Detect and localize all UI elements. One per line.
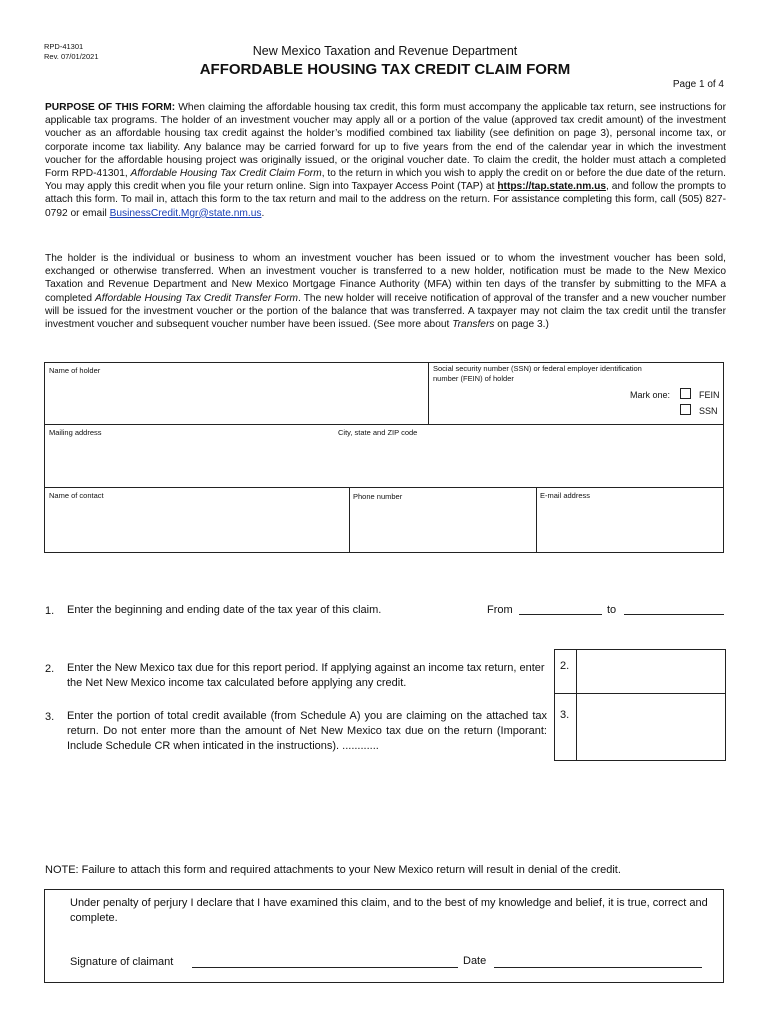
purpose-text-4: . bbox=[261, 207, 265, 219]
line-3-text: Enter the portion of total credit available (from Schedule A) you are claiming on the attached tax return. Do not enter more than the amount of Net New Mexico tax due on the return (Imporant: Include Schedule CR when inticated in the instructions). ............ bbox=[67, 710, 547, 752]
line-1-text: Enter the beginning and ending date of the tax year of this claim. bbox=[67, 604, 382, 616]
to-label: to bbox=[607, 604, 617, 616]
ssn-label: SSN bbox=[699, 406, 718, 416]
line-1-number: 1. bbox=[45, 605, 55, 617]
signature-input[interactable] bbox=[192, 967, 458, 968]
from-label: From bbox=[487, 604, 513, 616]
purpose-text-2: , to the return in which you wish to apply the credit on or before the due date of the return. You may apply this credit when you file your return online. Sign into Taxpayer Access Point (TAP) at bbox=[45, 168, 726, 193]
name-of-holder-field[interactable]: Name of holder bbox=[49, 366, 101, 375]
form-revision: Rev. 07/01/2021 bbox=[44, 52, 99, 61]
grid-divider bbox=[428, 362, 429, 424]
line-3-box-divider bbox=[576, 693, 577, 761]
line-3-box-label: 3. bbox=[560, 709, 570, 721]
line-2-box-label: 2. bbox=[560, 660, 570, 672]
fein-label: FEIN bbox=[699, 390, 720, 400]
holder-text-2: . The new holder will receive notification of approval of the transfer and a new voucher number will be issued for the investment voucher or the portion of the balance that was transferred. A taxpayer may not claim the tax credit until the transfer investment voucher and subsequent voucher number have been issued. (See more about bbox=[45, 292, 726, 331]
purpose-text-1: When claiming the affordable housing tax credit, this form must accompany the applicable tax return, see instructions for applicable tax programs. The holder of an investment voucher may apply all or a portion of the value (approved tax credit amount) of the investment voucher as an affordable housing tax credit against the holder’s modified combined tax liability (see definition on page 3), personal income tax, or corporate income tax liability. Any balance may be carried forward for up to five years from the end of the calendar year in which the investment voucher for the affordable housing project was originally issued, or the original voucher date. To claim the credit, the holder must attach a completed Form RPD-41301, bbox=[45, 102, 726, 180]
name-of-contact-field[interactable]: Name of contact bbox=[49, 491, 104, 500]
form-number: RPD-41301 bbox=[44, 42, 84, 51]
line-2-box-divider bbox=[576, 649, 577, 694]
email-address-field[interactable]: E-mail address bbox=[540, 491, 591, 500]
holder-italic-1: Affordable Housing Tax Credit Transfer Form bbox=[95, 292, 299, 304]
purpose-label: PURPOSE OF THIS FORM: bbox=[45, 102, 176, 113]
page-title: AFFORDABLE HOUSING TAX CREDIT CLAIM FORM bbox=[199, 61, 571, 78]
grid-divider bbox=[349, 487, 350, 553]
purpose-italic-1: Affordable Housing Tax Credit Claim Form bbox=[130, 168, 322, 180]
purpose-text-3: , and follow the prompts to attach this form. To mail in, attach this form to the tax return and mail to the address on the return. For assistance completing this form, call (505) 827-0792 or email bbox=[45, 181, 726, 219]
ssn-fein-field[interactable]: Social security number (SSN) or federal employer identification number (FEIN) of holder bbox=[433, 364, 642, 383]
line-2-text: Enter the New Mexico tax due for this report period. If applying against an income tax return, enter the Net New Mexico income tax calculated before applying any credit. bbox=[67, 662, 545, 689]
signature-label: Signature of claimant bbox=[70, 956, 174, 968]
purpose-paragraph bbox=[45, 101, 726, 220]
note-text: NOTE: Failure to attach this form and required attachments to your New Mexico return will result in denial of the credit. bbox=[45, 864, 621, 876]
holder-text-3: on page 3.) bbox=[494, 319, 549, 331]
phone-number-field[interactable]: Phone number bbox=[353, 492, 403, 501]
declaration-text: Under penalty of perjury I declare that I have examined this claim, and to the best of my knowledge and belief, it is true, correct and complete. bbox=[70, 897, 708, 924]
holder-text-1: The holder is the individual or business to whom an investment voucher has been issued or to whom the investment voucher has been sold, exchanged or otherwise transferred. When an investment voucher is transferred to a new holder, notification must be made to the New Mexico Taxation and Revenue Department and New Mexico Mortgage Finance Authority (MFA) within ten days of the transfer by submitting to the MFA a completed bbox=[45, 253, 726, 304]
line-3-amount-box[interactable] bbox=[554, 693, 726, 761]
holder-italic-2: Transfers bbox=[452, 319, 495, 331]
grid-divider bbox=[536, 487, 537, 553]
date-input[interactable] bbox=[494, 967, 702, 968]
line-2-number: 2. bbox=[45, 663, 55, 675]
grid-divider bbox=[44, 487, 724, 488]
fein-checkbox[interactable] bbox=[680, 388, 691, 399]
line-2-amount-box[interactable] bbox=[554, 649, 726, 694]
grid-divider bbox=[44, 424, 724, 425]
department-name: New Mexico Taxation and Revenue Department bbox=[252, 44, 518, 58]
holder-paragraph bbox=[45, 252, 726, 331]
page-number: Page 1 of 4 bbox=[672, 79, 724, 90]
city-state-zip-field[interactable]: City, state and ZIP code bbox=[338, 428, 418, 437]
mailing-address-field[interactable]: Mailing address bbox=[49, 428, 102, 437]
tap-link[interactable]: https://tap.state.nm.us bbox=[497, 181, 607, 193]
email-link[interactable]: BusinessCredit.Mgr@state.nm.us bbox=[109, 207, 262, 219]
mark-one-label: Mark one: bbox=[630, 390, 671, 400]
to-date-input[interactable] bbox=[624, 614, 724, 615]
date-label: Date bbox=[463, 955, 487, 967]
holder-info-grid bbox=[44, 362, 724, 553]
ssn-checkbox[interactable] bbox=[680, 404, 691, 415]
from-date-input[interactable] bbox=[519, 614, 602, 615]
line-3-number: 3. bbox=[45, 711, 55, 723]
